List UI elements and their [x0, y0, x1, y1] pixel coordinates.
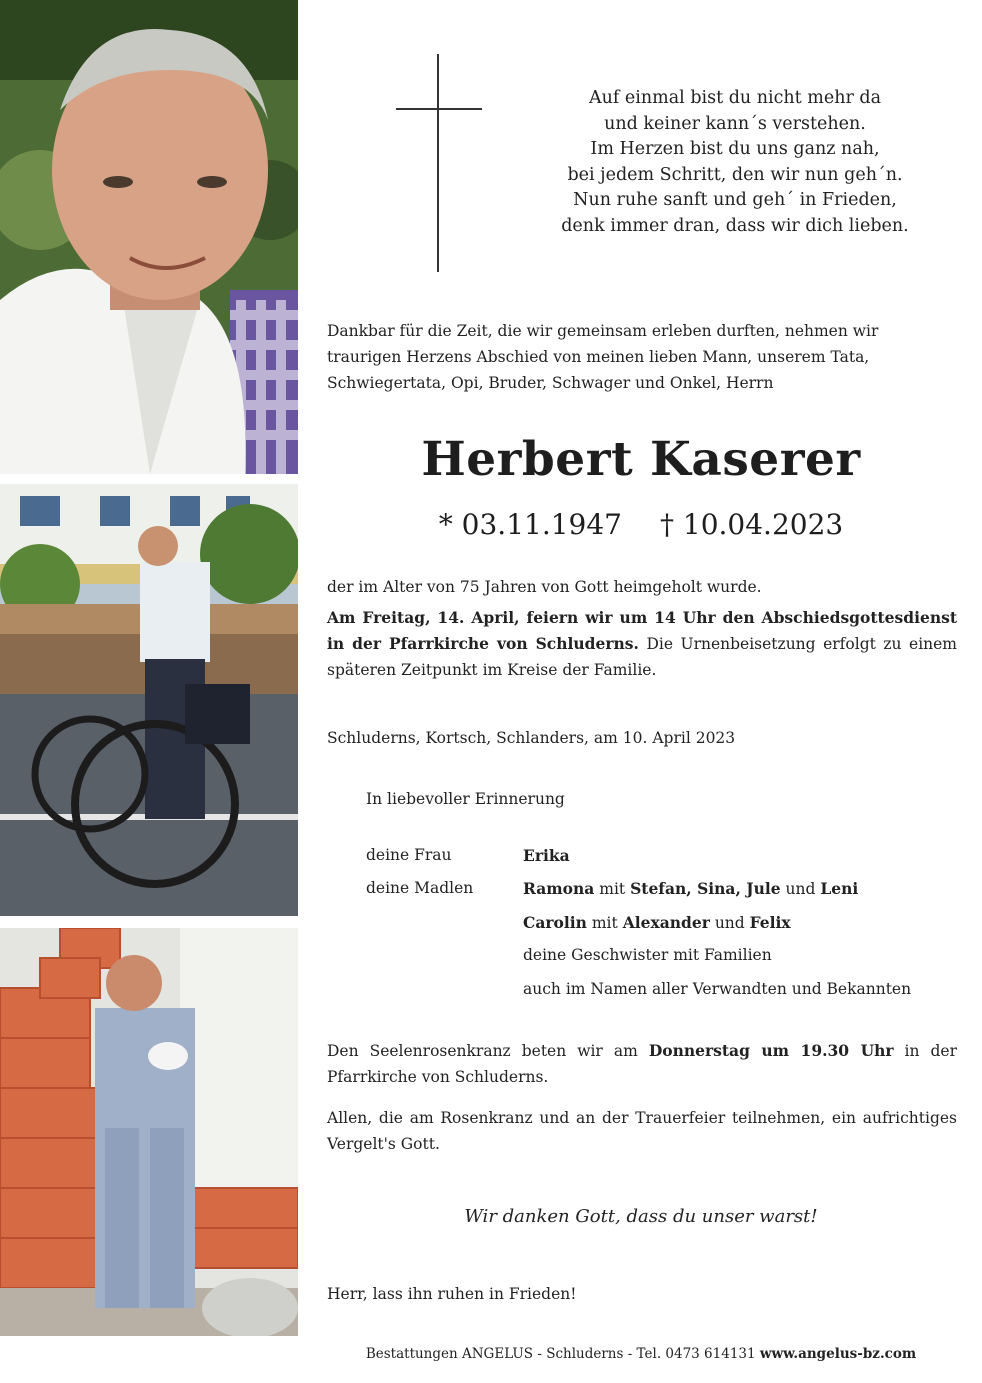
deceased-name: Herbert Kaserer	[421, 432, 861, 487]
memory-heading: In liebevoller Erinnerung	[366, 790, 565, 808]
intro-text: Dankbar für die Zeit, die wir gemeinsam erleben durften, nehmen wir traurigen Herzens Abschied von meinen lieben Mann, unserem Tata, Schwiegertata, Opi, Bruder, Schwager und Onkel, Herrn	[327, 322, 879, 392]
poem-line: Nun ruhe sanft und geh´ in Frieden,	[573, 190, 897, 210]
daughters-label: deine Madlen	[366, 879, 474, 897]
memorial-poem	[510, 86, 960, 239]
service-bold: Am Freitag, 14. April, feiern wir um 14 Uhr den Abschiedsgottesdienst in der Pfarrkirche von Schluderns.	[327, 608, 957, 653]
poem-line: bei jedem Schritt, den wir nun geh´n.	[567, 164, 903, 185]
age-line: der im Alter von 75 Jahren von Gott heimgeholt wurde.	[327, 578, 762, 596]
others-line: auch im Namen aller Verwandten und Bekannten	[523, 980, 912, 998]
death-date: † 10.04.2023	[660, 508, 844, 541]
prayer-line: Herr, lass ihn ruhen in Frieden!	[327, 1285, 577, 1303]
rosary-text: Den Seelenrosenkranz beten wir am Donnerstag um 19.30 Uhr in der Pfarrkirche von Schluderns.	[327, 1041, 957, 1086]
siblings-line: deine Geschwister mit Familien	[523, 946, 772, 964]
closing-line: Wir danken Gott, dass du unser warst!	[464, 1206, 818, 1227]
portrait-photo	[0, 0, 298, 474]
wife-name: Erika	[523, 846, 570, 865]
birth-date: * 03.11.1947	[438, 508, 622, 541]
life-dates	[300, 508, 982, 541]
place-date: Schluderns, Kortsch, Schlanders, am 10. April 2023	[327, 729, 736, 747]
funeral-home-footer: Bestattungen ANGELUS - Schluderns - Tel. 0473 614131 www.angelus-bz.com	[365, 1346, 917, 1362]
thanks-text: Allen, die am Rosenkranz und an der Trauerfeier teilnehmen, ein aufrichtiges Vergelt's Gott.	[327, 1109, 957, 1153]
poem-line: denk immer dran, dass wir dich lieben.	[561, 215, 909, 236]
poem-line: und keiner kann´s verstehen.	[604, 113, 866, 134]
bicycle-photo	[0, 484, 298, 916]
wife-label: deine Frau	[366, 846, 452, 864]
construction-photo	[0, 928, 298, 1336]
poem-line: Im Herzen bist du uns ganz nah,	[590, 139, 880, 159]
daughter-line-2: Carolin mit Alexander und Felix	[523, 913, 791, 932]
service-announcement	[327, 605, 957, 683]
cross-icon	[396, 54, 482, 272]
daughter-line-1: Ramona mit Stefan, Sina, Jule und Leni	[523, 879, 859, 898]
website-link[interactable]: www.angelus-bz.com	[759, 1346, 917, 1362]
service-rest: Die Urnenbeisetzung erfolgt zu einem späteren Zeitpunkt im Kreise der Familie.	[327, 635, 958, 679]
poem-line: Auf einmal bist du nicht mehr da	[588, 88, 882, 108]
